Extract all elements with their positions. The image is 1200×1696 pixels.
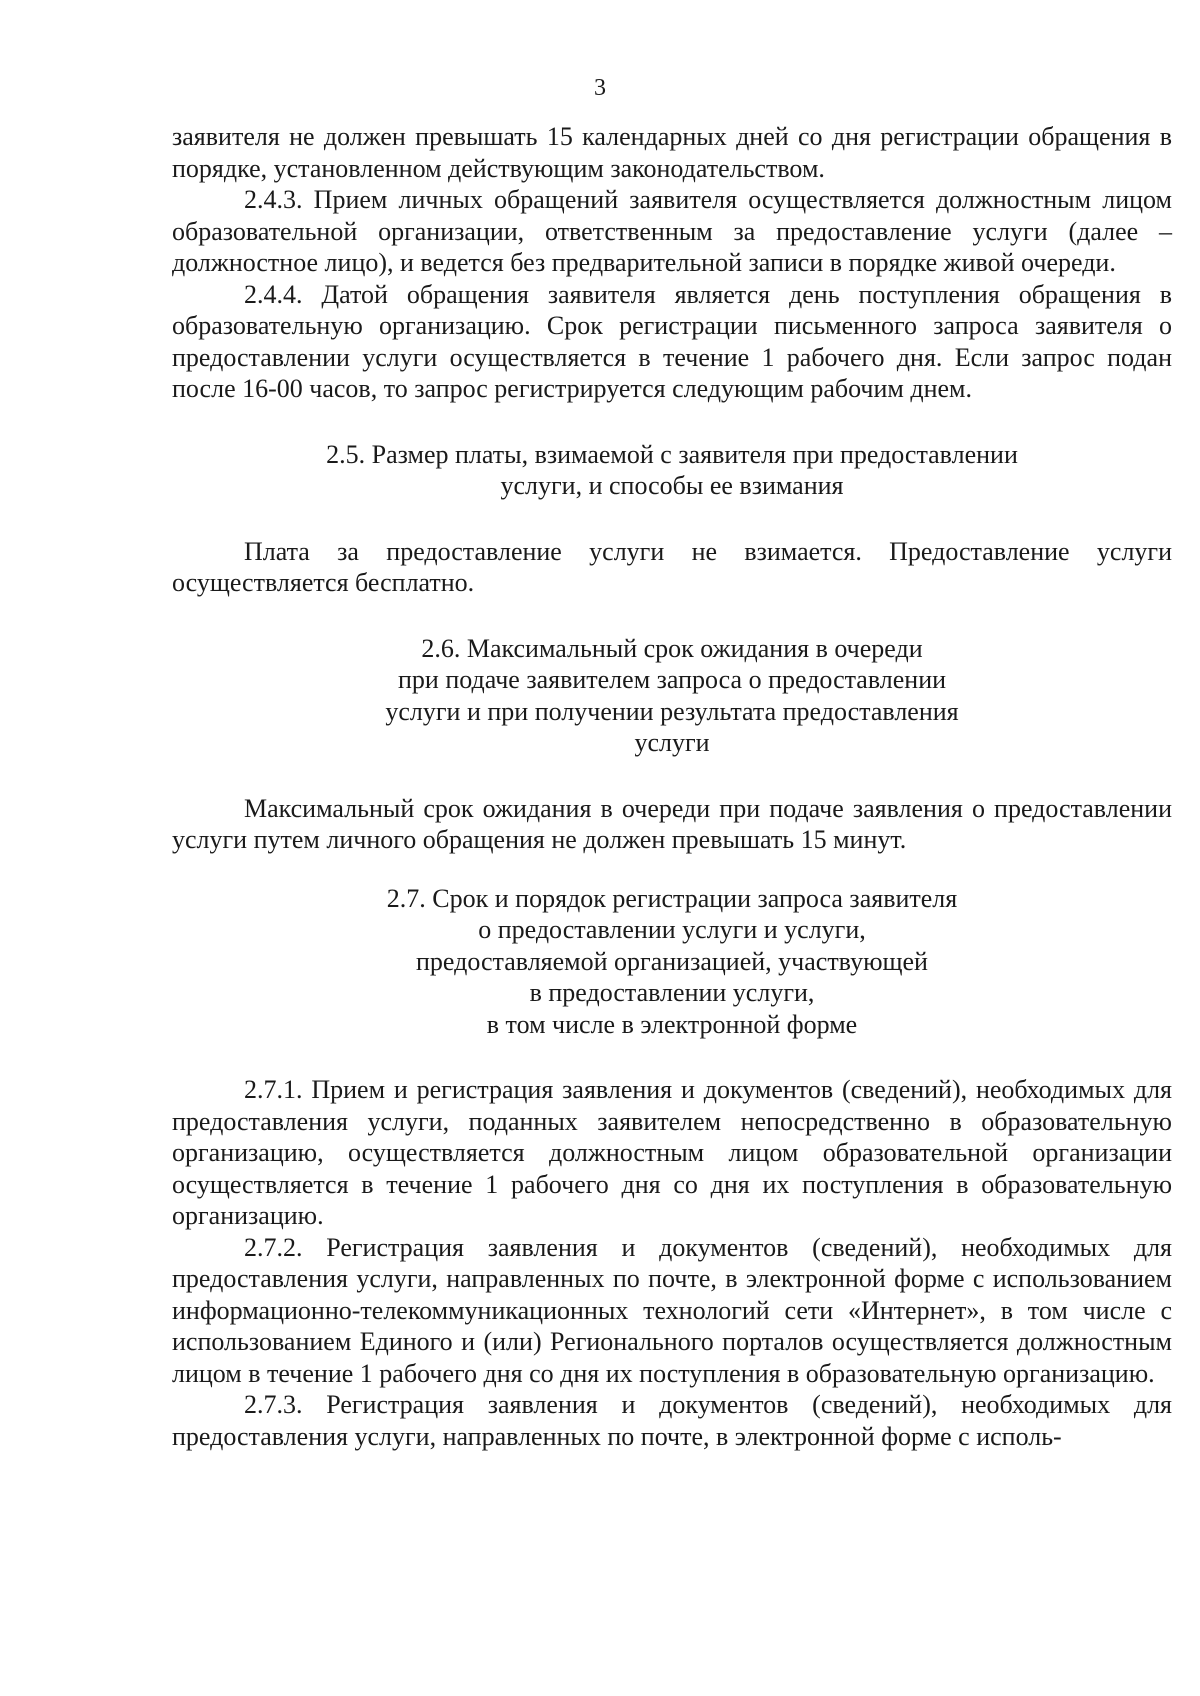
heading-line: услуги, и способы ее взимания	[500, 471, 844, 500]
document-body	[172, 121, 1172, 1452]
paragraph-2-4-3: 2.4.3. Прием личных обращений заявителя осуществляется должностным лицом образовательной организации, ответственным за предоставление услуги (далее – должностное лицо), и ведется без предварительной записи в порядке живой очереди.	[172, 185, 1172, 277]
page-number: 3	[594, 75, 606, 101]
paragraph-2-7-3: 2.7.3. Регистрация заявления и документов (сведений), необходимых для предоставления услуги, направленных по почте, в электронной форме с исполь-	[172, 1390, 1172, 1451]
paragraph-2-4-4: 2.4.4. Датой обращения заявителя является день поступления обращения в образовательную организацию. Срок регистрации письменного запроса заявителя о предоставлении услуги осуществляется в течение 1 рабочего дня. Если запрос подан после 16-00 часов, то запрос регистрируется следующим рабочим днем.	[172, 279, 1172, 403]
heading-line: о предоставлении услуги и услуги,	[478, 915, 866, 944]
section-heading-2-5	[172, 439, 1172, 502]
heading-line: предоставляемой организацией, участвующей	[416, 946, 928, 976]
paragraph-2-5-text: Плата за предоставление услуги не взимается. Предоставление услуги осуществляется бесплатно.	[172, 536, 1172, 597]
heading-line: 2.6. Максимальный срок ожидания в очереди	[421, 633, 923, 663]
section-heading-2-7	[172, 883, 1172, 1041]
heading-line: услуги и при получении результата предоставления	[385, 696, 959, 726]
heading-line: 2.7. Срок и порядок регистрации запроса заявителя	[386, 883, 958, 913]
paragraph-continuation: заявителя не должен превышать 15 календарных дней со дня регистрации обращения в порядке, установленном действующим законодательством.	[172, 122, 1172, 183]
section-heading-2-6	[172, 633, 1172, 759]
heading-line: в предоставлении услуги,	[529, 978, 815, 1007]
heading-line: при подаче заявителем запроса о предоставлении	[397, 665, 947, 694]
heading-line: 2.5. Размер платы, взимаемой с заявителя при предоставлении	[326, 439, 1018, 469]
heading-line: услуги	[634, 728, 710, 757]
paragraph-2-6-text: Максимальный срок ожидания в очереди при подаче заявления о предоставлении услуги путем личного обращения не должен превышать 15 минут.	[172, 793, 1172, 854]
paragraph-2-7-2: 2.7.2. Регистрация заявления и документов (сведений), необходимых для предоставления услуги, направленных по почте, в электронной форме с использованием информационно-телекоммуникационных технологий сети «Интернет», в том числе с использованием Единого и (или) Регионального порталов осуществляется должностным лицом в течение 1 рабочего дня со дня их поступления в образовательную организацию.	[172, 1232, 1172, 1388]
paragraph-2-7-1: 2.7.1. Прием и регистрация заявления и документов (сведений), необходимых для предоставления услуги, поданных заявителем непосредственно в образовательную организацию, осуществляется должностным лицом образовательной организации осуществляется в течение 1 рабочего дня со дня их поступления в образовательную организацию.	[172, 1075, 1172, 1230]
heading-line: в том числе в электронной форме	[486, 1009, 858, 1039]
